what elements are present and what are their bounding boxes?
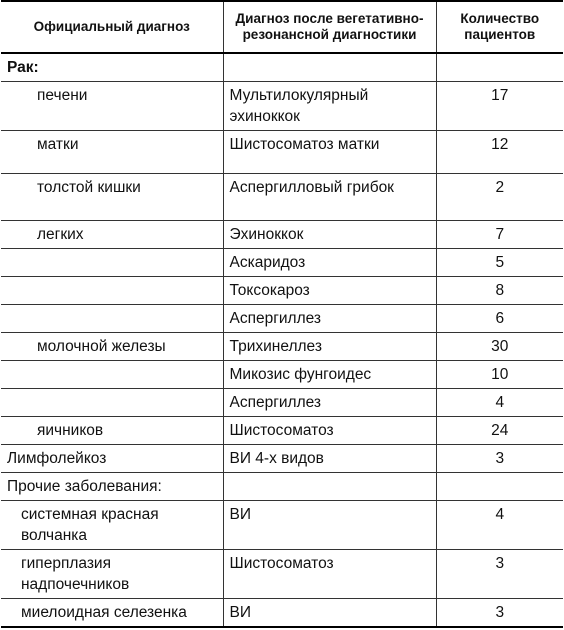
table-row [1,550,563,599]
vrd-diagnosis-cell: ВИ 4-х видов [223,445,436,473]
patient-count-cell: 17 [436,82,563,131]
vrd-diagnosis-cell: Шистосоматоз [223,550,436,599]
table-row [1,221,563,249]
table-row [1,361,563,389]
table-row [1,249,563,277]
vrd-diagnosis-cell [223,473,436,501]
table-row [1,82,563,131]
table-header-row [1,1,563,53]
official-diagnosis-cell: миелоидная селезенка [1,599,223,628]
table-row [1,305,563,333]
official-diagnosis-cell: Лимфолейкоз [1,445,223,473]
vrd-diagnosis-cell: Мультилокулярный эхиноккок [223,82,436,131]
patient-count-cell: 3 [436,599,563,628]
official-diagnosis-cell [1,277,223,305]
table-row [1,473,563,501]
official-diagnosis-cell [1,305,223,333]
patient-count-cell [436,473,563,501]
patient-count-cell: 2 [436,174,563,221]
official-diagnosis-cell [1,249,223,277]
official-diagnosis-cell: толстой кишки [1,174,223,221]
table-row [1,501,563,550]
diagnosis-table [1,0,563,628]
official-diagnosis-cell: Прочие заболевания: [1,473,223,501]
patient-count-cell [436,53,563,82]
table-row [1,174,563,221]
vrd-diagnosis-cell: ВИ [223,599,436,628]
official-diagnosis-cell: легких [1,221,223,249]
official-diagnosis-cell: матки [1,131,223,174]
vrd-diagnosis-cell: Аспергиллез [223,305,436,333]
table-row [1,445,563,473]
official-diagnosis-cell [1,361,223,389]
vrd-diagnosis-cell: Шистосоматоз матки [223,131,436,174]
header-official-diagnosis: Официальный диагноз [1,1,223,53]
vrd-diagnosis-cell: Аспергилловый грибок [223,174,436,221]
table-row [1,53,563,82]
table-row [1,599,563,628]
patient-count-cell: 6 [436,305,563,333]
vrd-diagnosis-cell: ВИ [223,501,436,550]
patient-count-cell: 24 [436,417,563,445]
table-row [1,417,563,445]
official-diagnosis-cell: печени [1,82,223,131]
patient-count-cell: 4 [436,501,563,550]
vrd-diagnosis-cell: Токсокароз [223,277,436,305]
vrd-diagnosis-cell: Трихинеллез [223,333,436,361]
official-diagnosis-cell [1,389,223,417]
official-diagnosis-cell: Рак: [1,53,223,82]
vrd-diagnosis-cell: Шистосоматоз [223,417,436,445]
patient-count-cell: 3 [436,550,563,599]
table-row [1,333,563,361]
table-row [1,277,563,305]
header-vrd-diagnosis: Диагноз после вегетативно-резонансной диагностики [223,1,436,53]
official-diagnosis-cell: гиперплазия надпочечников [1,550,223,599]
patient-count-cell: 10 [436,361,563,389]
official-diagnosis-cell: системная красная волчанка [1,501,223,550]
vrd-diagnosis-cell: Аспергиллез [223,389,436,417]
patient-count-cell: 8 [436,277,563,305]
official-diagnosis-cell: яичников [1,417,223,445]
official-diagnosis-cell: молочной железы [1,333,223,361]
patient-count-cell: 3 [436,445,563,473]
patient-count-cell: 5 [436,249,563,277]
patient-count-cell: 30 [436,333,563,361]
vrd-diagnosis-cell: Аскаридоз [223,249,436,277]
vrd-diagnosis-cell: Микозис фунгоидес [223,361,436,389]
header-patient-count: Количество пациентов [436,1,563,53]
patient-count-cell: 7 [436,221,563,249]
vrd-diagnosis-cell: Эхиноккок [223,221,436,249]
vrd-diagnosis-cell [223,53,436,82]
table-row [1,131,563,174]
patient-count-cell: 4 [436,389,563,417]
patient-count-cell: 12 [436,131,563,174]
table-row [1,389,563,417]
